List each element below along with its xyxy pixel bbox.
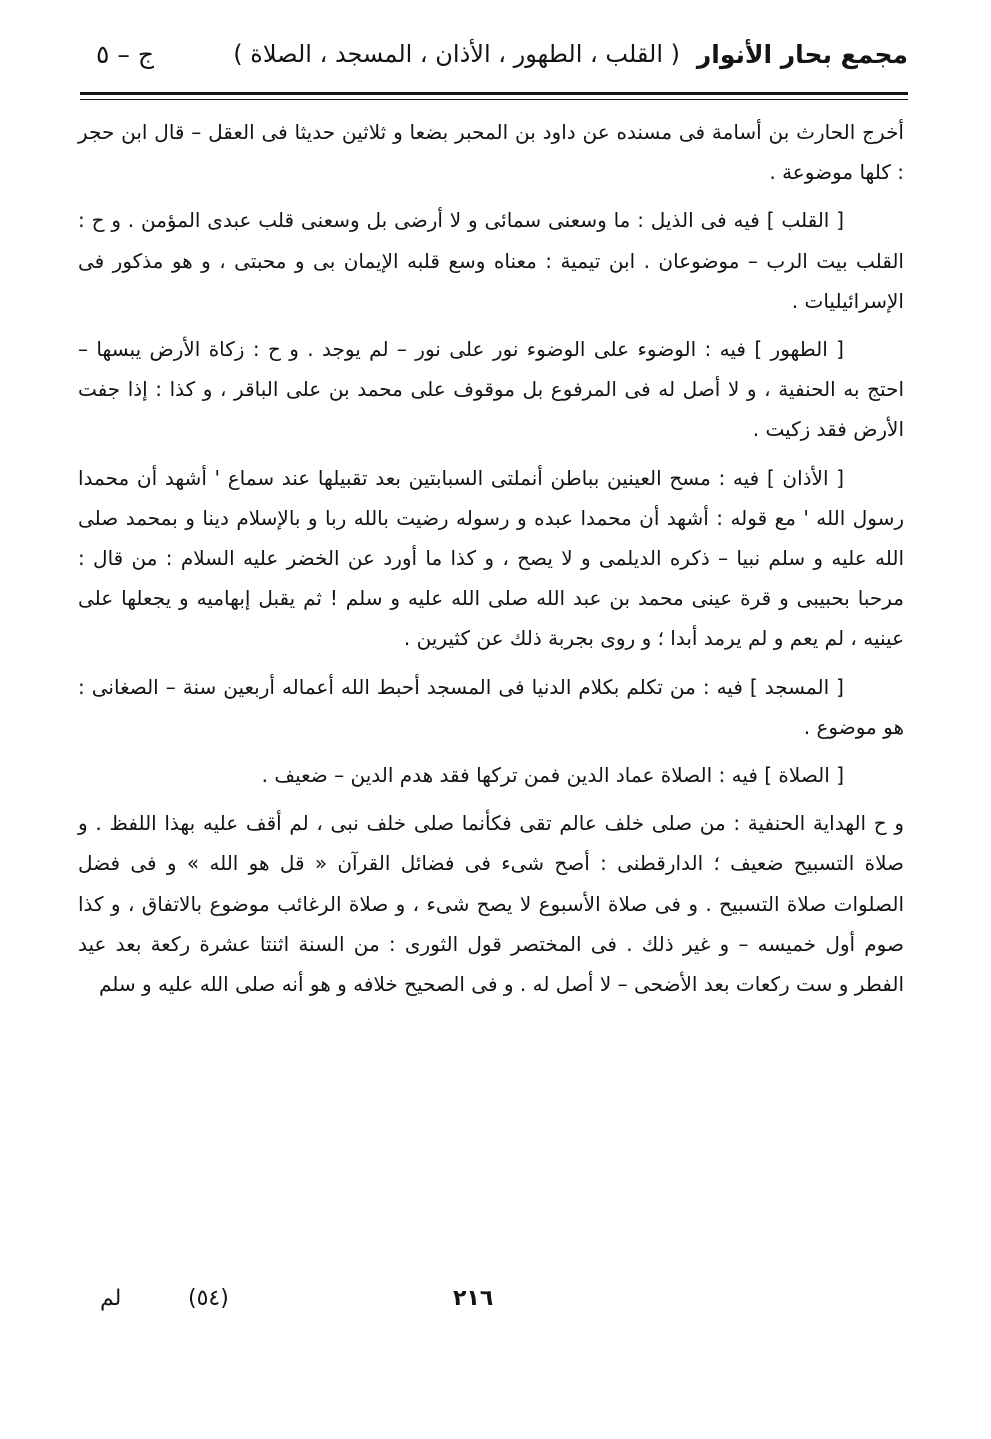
paragraph-adhan: [ الأذان ] فيه : مسح العينين بباطن أنملتى السبابتين بعد تقبيلها عند سماع ' أشهد أن محمدا رسول الله ' مع قوله : أشهد أن محمدا عبده و رسوله رضيت بالله ربا و بالإسلام دينا و بمحمد صلى الله عليه و سلم نبيا – ذكره الديلمى و لا يصح ، و كذا ما أورد عن الخضر عليه السلام : من قال : مرحبا بحبيبى و قرة عينى محمد بن عبد الله صلى الله عليه و سلم ! ثم يقبل إبهاميه و يجعلها على عينيه ، لم يعم و لم يرمد أبدا ؛ و روى بجربة ذلك عن كثيرين . bbox=[78, 465, 904, 651]
paragraph-salat-continued: و ح الهداية الحنفية : من صلى خلف عالم تقى فكأنما صلى خلف نبى ، لم أقف عليه بهذا اللفظ . و صلاة التسبيح ضعيف ؛ الدارقطنى : أصح شىء فى فضائل القرآن « قل هو الله » و فى فضل الصلوات صلاة التسبيح . و فى صلاة الأسبوع لا يصح شىء ، و صلاة الرغائب موضوع بالاتفاق ، و كذا صوم أول خميسه – و غير ذلك . فى المختصر قول الثورى : من السنة اثنتا عشرة ركعة بعد عيد الفطر و ست ركعات بعد الأضحى – لا أصل له . و فى الصحيح خلافه و هو أنه صلى الله عليه و سلم bbox=[78, 811, 904, 997]
page-number: ٢١٦ bbox=[453, 1286, 494, 1311]
header-rule-thin bbox=[80, 99, 908, 100]
book-title: مجمع بحار الأنوار bbox=[696, 40, 908, 69]
signature-mark: (٥٤) bbox=[188, 1286, 229, 1311]
subject-line: ( القلب ، الطهور ، الأذان ، المسجد ، الصلاة ) bbox=[233, 40, 680, 68]
paragraph-qalb: [ القلب ] فيه فى الذيل : ما وسعنى سمائى و لا أرضى بل وسعنى قلب عبدى المؤمن . و ح : القلب بيت الرب – موضوعان . ابن تيمية : معناه وسع قلبه الإيمان بى و محبتى ، و هو مذكور فى الإسرائيليات . bbox=[78, 208, 904, 313]
paragraph-salat: [ الصلاة ] فيه : الصلاة عماد الدين فمن تركها فقد هدم الدين – ضعيف . bbox=[261, 763, 844, 788]
paragraph-tahur: [ الطهور ] فيه : الوضوء على الوضوء نور على نور – لم يوجد . و ح : زكاة الأرض يبسها – احتج به الحنفية ، و لا أصل له فى المرفوع بل موقوف على محمد بن على الباقر ، و كذا : إذا جفت الأرض فقد زكيت . bbox=[78, 337, 904, 442]
header-rule-thick bbox=[80, 92, 908, 95]
paragraph-aql-continuation: أخرج الحارث بن أسامة فى مسنده عن داود بن المحبر بضعا و ثلاثين حديثا فى العقل – قال ابن حجر : كلها موضوعة . bbox=[78, 120, 904, 185]
volume-number: ج – ٥ bbox=[96, 40, 154, 69]
catchword: لم bbox=[100, 1286, 122, 1311]
paragraph-masjid: [ المسجد ] فيه : من تكلم بكلام الدنيا فى المسجد أحبط الله أعماله أربعين سنة – الصغانى : هو موضوع . bbox=[78, 674, 904, 739]
page-footer bbox=[78, 1286, 904, 1326]
main-text bbox=[78, 112, 904, 1012]
running-header bbox=[78, 38, 908, 82]
